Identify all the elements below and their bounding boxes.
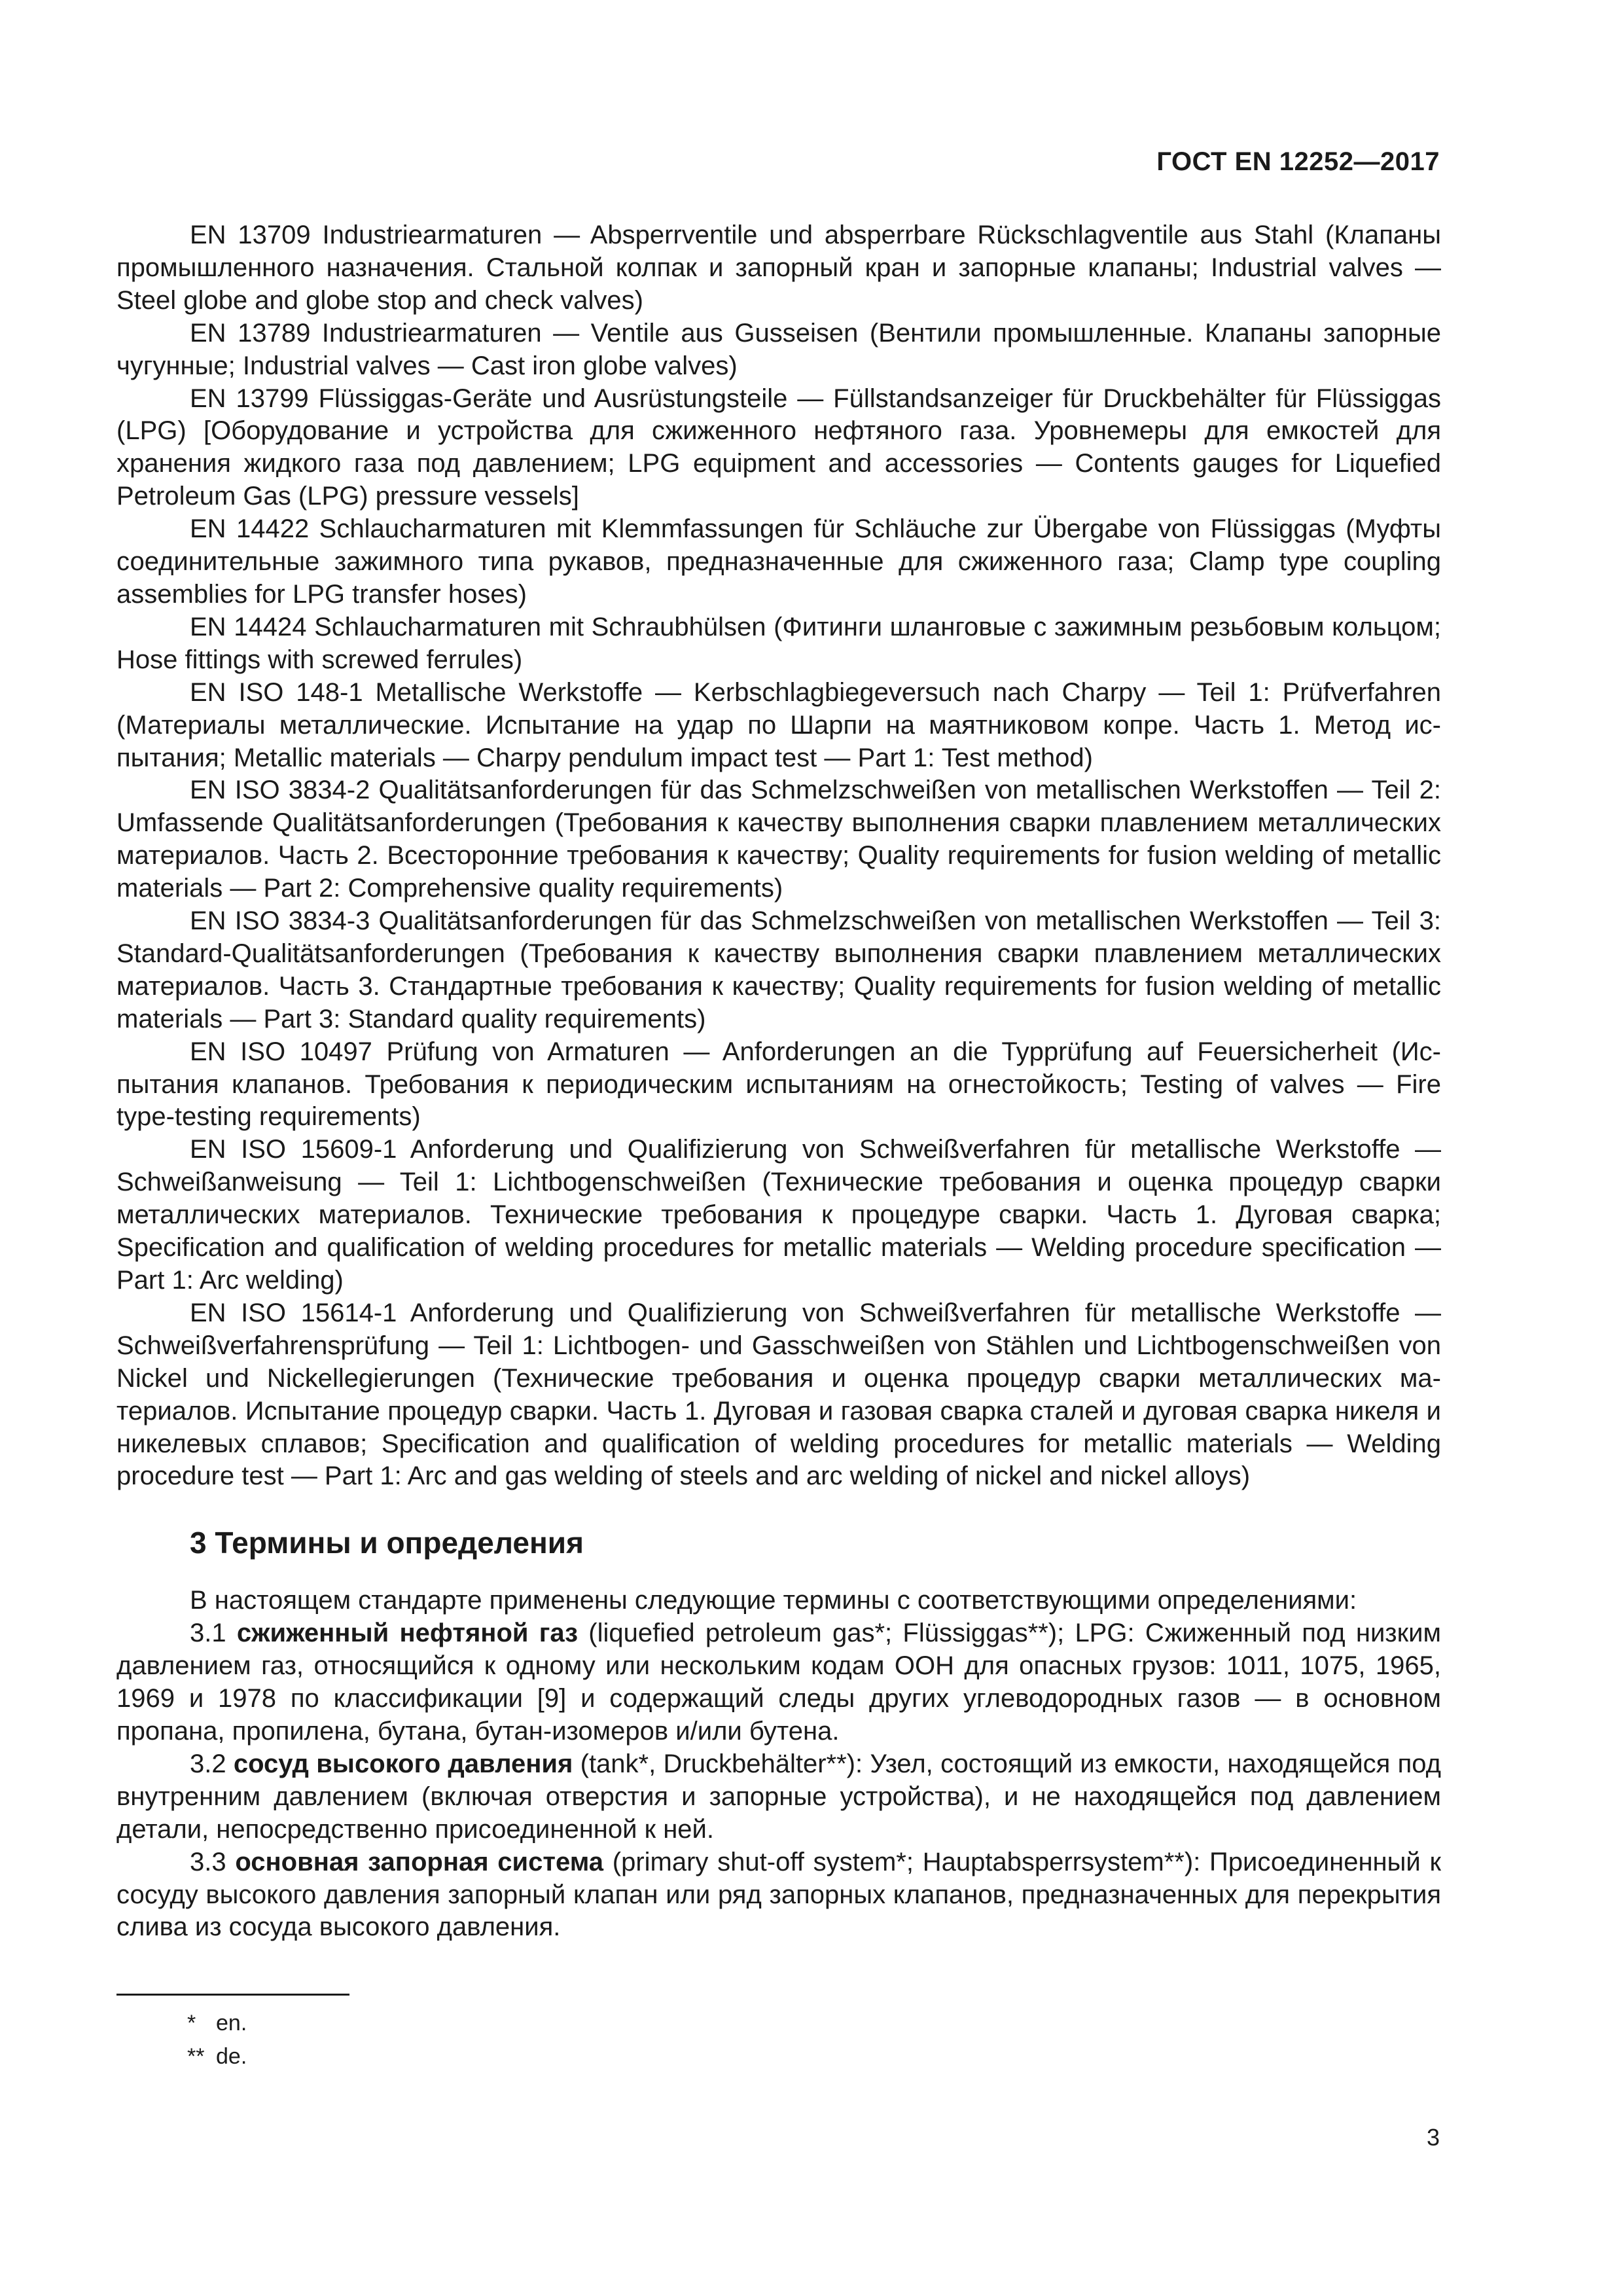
footnote-mark: ** bbox=[187, 2044, 205, 2069]
term-definition bbox=[116, 1846, 1441, 1945]
term-number: 3.1 bbox=[190, 1619, 226, 1648]
footnote-mark: * bbox=[187, 2011, 196, 2036]
term-definition bbox=[116, 1748, 1441, 1846]
term-number: 3.2 bbox=[190, 1749, 226, 1778]
reference-item: EN ISO 15614-1 Anforderung und Qualifizierung von Schweißverfahren für metallische Werkstoffe — Schweißverfahrensprüfung — Teil 1: Lichtbogen- und Gasschweißen von Stählen und Lichtbogenschweißen von Nickel und Nickellegierungen (Технические требования и оценка процедур сварки металлических материалов. Испытание процедур сварки. Часть 1. Дуговая и газовая сварка сталей и дуговая сварка никеля и никелевых сплавов; Specification and qualification of welding procedures for metallic materials — Welding procedure test — Part 1: Arc and gas welding of steels and arc welding of nickel and nickel alloys) bbox=[116, 1298, 1441, 1491]
term-name: сжиженный нефтяной газ bbox=[236, 1619, 579, 1648]
reference-item: EN ISO 15609-1 Anforderung und Qualifizierung von Schweißverfahren für metallische Werkstoffe — Schweißanweisung — Teil 1: Lichtbogenschweißen (Технические требования и оценка процедур сварки металлических материалов. Технические требования к процедуре сварки. Часть 1. Дуговая сварка; Specification and qualification of welding procedures for metallic materials — Welding procedure specification — Part 1: Arc welding) bbox=[116, 1135, 1441, 1295]
reference-item: EN ISO 148-1 Metallische Werkstoffe — Kerbschlagbiegeversuch nach Charpy — Teil 1: Prüfverfahren (Материалы металлические. Испытание на удар по Шарпи на маятниковом копре. Часть 1. Метод испытания; Metallic materials — Charpy pendulum impact test — Part 1: Test method) bbox=[116, 677, 1441, 772]
term-name: основная запорная система bbox=[235, 1847, 604, 1876]
footnote-text: en. bbox=[216, 2011, 247, 2036]
footnote-item bbox=[187, 2040, 247, 2073]
term-definition-text: (liquefied petroleum gas*; Flüssiggas**); LPG: Сжиженный под низким давлением газ, относящийся к одному или нескольким кодам ООН для опасных грузов: 1011, 1075, 1965, 1969 и 1978 по классификации [9] и содержащий следы других углеводородных газов — в основном пропана, пропилена, бутана, бутан-изомеров и/или бутена. bbox=[116, 1619, 1441, 1746]
footnote-text: de. bbox=[216, 2044, 247, 2069]
reference-item: EN 13709 Industriearmaturen — Absperrventile und absperrbare Rückschlagventile aus Stahl (Клапаны промышленного назначения. Стальной колпак и запорный кран и запорные клапаны; Industrial valves — Steel globe and globe stop and check valves) bbox=[116, 221, 1441, 315]
footnote-separator bbox=[116, 1994, 349, 1996]
footnote-item bbox=[187, 2007, 247, 2040]
section-intro: В настоящем стандарте применены следующие термины с соответствующими определениями: bbox=[190, 1586, 1357, 1615]
page-number: 3 bbox=[1426, 2124, 1440, 2151]
reference-item: EN 14424 Schlaucharmaturen mit Schraubhülsen (Фитинги шланговые с зажимным резьбовым кольцом; Hose fittings with screwed ferrules) bbox=[116, 612, 1441, 674]
document-body bbox=[116, 219, 1441, 1944]
section-title: 3 Термины и определения bbox=[190, 1526, 584, 1560]
reference-item: EN 13789 Industriearmaturen — Ventile aus Gusseisen (Вентили промышленные. Клапаны запорные чугунные; Industrial valves — Cast iron globe valves) bbox=[116, 318, 1441, 380]
page-header-standard-code: ГОСТ EN 12252—2017 bbox=[1156, 147, 1440, 176]
term-name: сосуд высокого давления bbox=[233, 1749, 573, 1778]
reference-item: EN 14422 Schlaucharmaturen mit Klemmfassungen für Schläuche zur Übergabe von Flüssiggas (Муфты соединительные зажимного типа рукавов, предназначенные для сжиженного газа; Clamp type coupling assemblies for LPG transfer hoses) bbox=[116, 514, 1441, 609]
reference-item: EN ISO 3834-2 Qualitätsanforderungen für das Schmelzschweißen von metallischen Werkstoffen — Teil 2: Umfassende Qualitätsanforderungen (Требования к качеству выполнения сварки плавлением металлических материалов. Часть 2. Всесторонние требования к качеству; Quality requirements for fusion welding of metallic materials — Part 2: Comprehensive quality requirements) bbox=[116, 776, 1441, 903]
reference-item: EN 13799 Flüssiggas-Geräte und Ausrüstungsteile — Füllstandsanzeiger für Druckbehälter für Flüssiggas (LPG) [Оборудование и устройства для сжиженного нефтяного газа. Уровнемеры для емкостей для хранения жидкого газа под давлением; LPG equipment and accessories — Contents gauges for Liquefied Petroleum Gas (LPG) pressure vessels] bbox=[116, 384, 1441, 511]
reference-item: EN ISO 3834-3 Qualitätsanforderungen für das Schmelzschweißen von metallischen Werkstoffen — Teil 3: Standard-Qualitätsanforderungen (Требования к качеству выполнения сварки плавлением металлических материалов. Часть 3. Стандартные требования к качеству; Quality requirements for fusion welding of metallic materials — Part 3: Standard quality requirements) bbox=[116, 906, 1441, 1033]
term-definition-text: (tank*, Druckbehälter**): Узел, состоящий из емкости, находящейся под внутренним давлением (включая отверстия и запорные устройства), и не находящейся под давлением детали, непосредственно присоединенной к ней. bbox=[116, 1749, 1441, 1844]
reference-item: EN ISO 10497 Prüfung von Armaturen — Anforderungen an die Typprüfung auf Feuersicherheit (Испытания клапанов. Требования к периодическим испытаниям на огнестойкость; Testing of valves — Fire type-testing requirements) bbox=[116, 1037, 1441, 1132]
term-number: 3.3 bbox=[190, 1847, 226, 1876]
footnotes bbox=[187, 2007, 247, 2073]
term-definition bbox=[116, 1617, 1441, 1748]
term-definition-text: (primary shut-off system*; Hauptabsperrsystem**): Присоединенный к сосуду высокого давления запорный клапан или ряд запорных клапанов, предназначенных для перекрытия слива из сосуда высокого давления. bbox=[116, 1847, 1441, 1942]
